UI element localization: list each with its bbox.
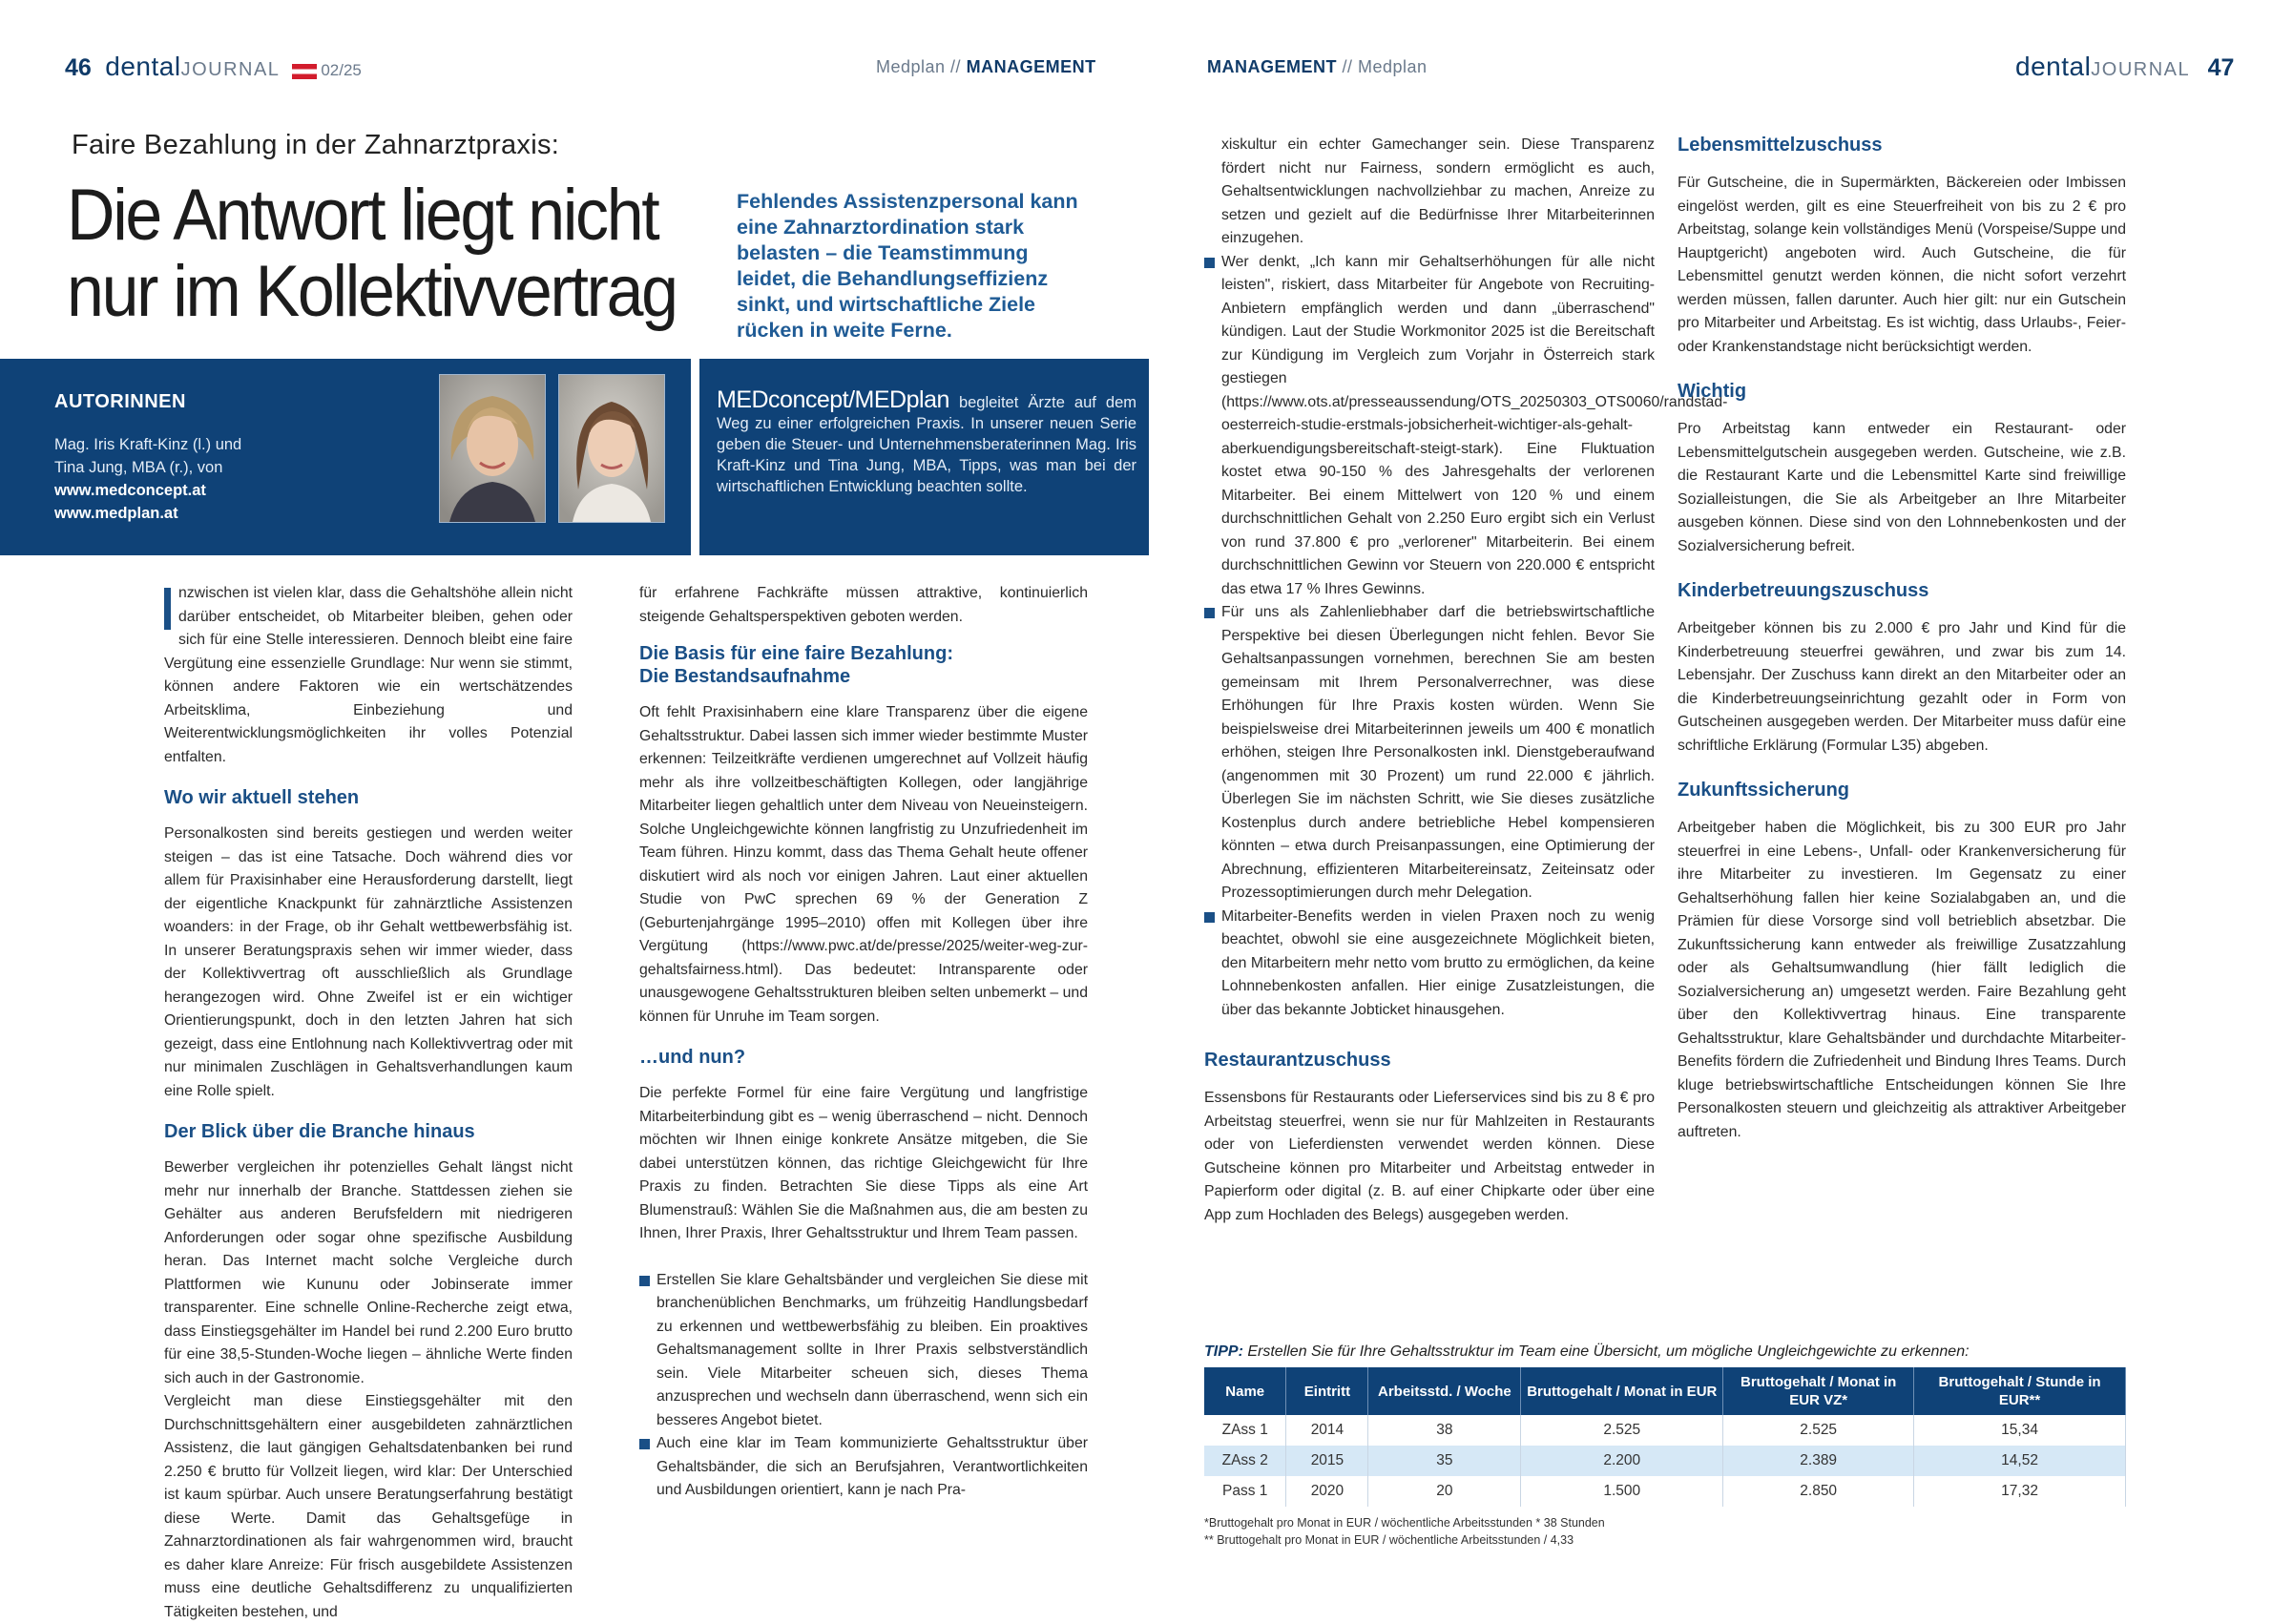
author-link-medplan[interactable]: www.medplan.at xyxy=(54,505,178,522)
bullet-item: Erstellen Sie klare Gehaltsbänder und vergleichen Sie diese mit branchenüblichen Benchmarks, um frühzeitig Handlungsbedarf zu erkennen und wettbewerbsfähig zu bleiben. Ein proaktives Gehaltsmanagement sollte in Ihrer Praxis selbstverständlich sein. Viele Mitarbeiter scheuen sich, dieses Thema anzusprechen und wechseln dann überraschend, wenn sich ein besseres Angebot bietet. xyxy=(639,1269,1088,1433)
author-photo-kraft-kinz xyxy=(439,374,546,523)
bullet-item: Auch eine klar im Team kommunizierte Gehaltsstruktur über Gehaltsbänder, die sich an Berufsjahren, Verantwortlichkeiten und Ausbildungen orientiert, kann je nach Pra- xyxy=(639,1432,1088,1503)
bullet-item: Wer denkt, „Ich kann mir Gehaltserhöhungen für alle nicht leisten", riskiert, dass Mitarbeiter für Angebote von Recruiting-Anbietern empfänglich werden und dann „überraschend" kündigen. Laut der Studie Workmonitor 2025 ist die Bereitschaft zur Kündigung im Vergleich zum Vorjahr in Österreich stark gestiegen (https://www.ots.at/presseaussendung/OTS_20250303_OTS0060/randstad-oesterreich-studie-erstmals-jobsicherheit-wichtiger-als-gehalt-aberkuendigungsbereitschaft-steigt-stark). Eine Fluktuation kostet etwa 90-150 % des Jahresgehalts der verlorenen Mitarbeiter. Bei einem Mittelwert von 120 % und einem durchschnittlichen Gehalt von 2.250 Euro ergibt sich ein Verlust von rund 37.800 € pro „verlorener" Mitarbeiterin. Bei einem durchschnittlichen Gewinn vor Steuern von 220.000 € entspricht das etwa 17 % Ihres Gewinns. xyxy=(1204,251,1655,602)
subheading: Wichtig xyxy=(1678,381,1747,402)
author-box xyxy=(0,359,691,555)
paragraph: Die perfekte Formel für eine faire Vergütung und langfristige Mitarbeiterbindung gibt es – wenig überraschend – nicht. Dennoch möchten wir Ihnen einige konkrete Ansätze mitgeben, die Sie dabei unterstützen können, das richtige Gleichgewicht für Ihre Praxis zu finden. Betrachten Sie diese Tipps als eine Art Blumenstrauß: Wählen Sie die Maßnahmen aus, die am besten zu Ihnen, Ihrer Praxis, Ihrer Gehaltsstruktur und Ihrem Team passen. xyxy=(639,1085,1088,1241)
subheading: Lebensmittelzuschuss xyxy=(1678,135,1883,156)
paragraph: Oft fehlt Praxisinhabern eine klare Transparenz über die eigene Gehaltsstruktur. Dabei lassen sich immer wieder bestimmte Muster erkennen: Teilzeitkräfte verdienen umgerechnet auf Vollzeit häufig mehr als ihre vollzeitbeschäftigten Kollegen, oder langjährige Mitarbeiter liegen gehaltlich unter dem Niveau von Neueinsteigern. Solche Ungleichgewichte können langfristig zu Unzufriedenheit im Team führen. Hinzu kommt, dass das Thema Gehalt heute offener diskutiert wird als noch vor einigen Jahren. Laut einer aktuellen Studie von PwC sprechen 69 % der Generation Z (Geburtenjahrgänge 1995–2010) offen mit Kollegen über ihre Vergütung (https://www.pwc.at/de/presse/2025/weiter-weg-zur-gehaltsfairness.html). Das bedeutet: Intransparente oder unausgewogene Gehaltsstrukturen bleiben selten unbemerkt – und können für Unruhe im Team sorgen. xyxy=(639,704,1088,1025)
page-number-left: 46 xyxy=(65,54,92,81)
table-row: ZAss 1 2014 38 2.525 2.525 15,34 xyxy=(1204,1415,2126,1446)
column-2 xyxy=(639,582,1088,1503)
subheading: Der Blick über die Branche hinaus xyxy=(164,1121,475,1142)
medconcept-brand: MEDconcept/MEDplan xyxy=(717,386,949,413)
header-eintritt: Eintritt xyxy=(1286,1367,1368,1415)
paragraph: Essensbons für Restaurants oder Lieferservices sind bis zu 8 € pro Arbeitstag steuerfrei, wenn sie nur für Mahlzeiten in Restaurants oder von Lieferdiensten verwendet werden können. Diese Gutscheine können pro Mitarbeiter und Arbeitstag entweder in Papierform oder digital (z. B. auf einer Chipkarte oder über eine App zum Hochladen des Belegs) ausgegeben werden. xyxy=(1204,1090,1655,1223)
tipp-caption: TIPP: Erstellen Sie für Ihre Gehaltsstruktur im Team eine Übersicht, um mögliche Ungleichgewichte zu erkennen: xyxy=(1204,1343,1970,1360)
header-name: Name xyxy=(1204,1367,1286,1415)
medconcept-text: begleitet Ärzte auf dem Weg zu einer erfolgreichen Praxis. In unserer neuen Serie geben die Steuer- und Unternehmensberaterinnen Mag. Iris Kraft-Kinz und Tina Jung, MBA, Tipps, was man bei der wirtschaftlichen Entwicklung beachten sollte. xyxy=(717,394,1136,495)
headline: Die Antwort liegt nicht nur im Kollektivvertrag xyxy=(67,175,677,332)
column-4 xyxy=(1678,134,2126,1144)
header-hours: Arbeitsstd. / Woche xyxy=(1368,1367,1521,1415)
author-link-medconcept[interactable]: www.medconcept.at xyxy=(54,482,206,499)
subheading: Die Basis für eine faire Bezahlung: Die Bestandsaufnahme xyxy=(639,643,953,687)
kicker: Faire Bezahlung in der Zahnarztpraxis: xyxy=(72,130,560,160)
paragraph: Arbeitgeber können bis zu 2.000 € pro Jahr und Kind für die Kinderbetreuung steuerfrei gewähren, und zwar bis zum 14. Lebensjahr. Der Zuschuss kann direkt an den Mitarbeiter oder an die Kinderbetreuungseinrichtung gezahlt oder in Form von Gutscheinen ausgegeben werden. Der Mitarbeiter muss dafür eine schriftliche Erklärung (Formular L35) abgeben. xyxy=(1678,620,2126,754)
intro-paragraph: nzwischen ist vielen klar, dass die Gehaltshöhe allein nicht darüber entscheidet, ob Mitarbeiter bleiben, gehen oder sich für eine Stelle interessieren. Dennoch bleibt eine faire Vergütung eine essenzielle Grundlage: Nur wenn sie stimmt, können andere Faktoren wie ein wertschätzendes Arbeitsklima, Einbeziehung und Weiterentwicklungsmöglichkeiten ihr volles Potenzial entfalten. xyxy=(164,585,573,765)
column-3 xyxy=(1204,134,1728,1227)
section-label-right: MANAGEMENT // Medplan xyxy=(1207,57,1428,76)
subheading: Restaurantzuschuss xyxy=(1204,1050,1391,1071)
paragraph: Arbeitgeber haben die Möglichkeit, bis zu 300 EUR pro Jahr steuerfrei in eine Lebens-, Unfall- oder Krankenversicherung für ihre Mitarbeiter zu investieren. Im Gegensatz zu einer Gehaltserhöhung fallen hier keine Sozialabgaben an, und die Prämien für diese Vorsorge sind voll betrieblich absetzbar. Die Zukunftssicherung kann entweder als freiwillige Zusatzzahlung oder als Gehaltsumwandlung (hier fällt lediglich die Sozialversicherung an) umgesetzt werden. Faire Bezahlung geht über den Kollektivvertrag hinaus. Eine transparente Gehaltsstruktur, klare Gehaltsbänder und durchdachte Mitarbeiter-Benefits fördern die Zufriedenheit und Bindung Ihres Teams. Durch kluge betriebswirtschaftliche Entscheidungen können Sie Ihre Personalkosten steuern und gleichzeitig als attraktiver Arbeitgeber auftreten. xyxy=(1678,820,2126,1140)
paragraph: Für Gutscheine, die in Supermärkten, Bäckereien oder Imbissen eingelöst werden, gilt es eine Steuerfreiheit von bis zu 2 € pro Arbeitstag, solange kein vollständiges Menü (Vorspeise/Suppe und Hauptgericht) angeboten wird. Auch Gutscheine, die für Lebensmittel genutzt werden können, die nicht sofort verzehrt werden müssen, fallen darunter. Auch hier gilt: nur ein Gutschein pro Mitarbeiter und Arbeitstag. Es ist wichtig, dass Urlaubs-, Feier- oder Krankenstandstage nicht berücksichtigt werden. xyxy=(1678,175,2126,355)
subheading: Kinderbetreuungszuschuss xyxy=(1678,580,1929,601)
author-photo-jung xyxy=(558,374,665,523)
column-1 xyxy=(164,582,573,1624)
salary-table xyxy=(1204,1367,2126,1507)
brand-logo-right: dentalJOURNAL xyxy=(2015,52,2191,81)
medconcept-box xyxy=(699,359,1149,555)
subheading: …und nun? xyxy=(639,1047,746,1068)
bullet-item: Für uns als Zahlenliebhaber darf die betriebswirtschaftliche Perspektive bei diesen Überlegungen nicht fehlen. Bevor Sie Gehaltsanpassungen vornehmen, berechnen Sie am besten gemeinsam mit Ihrem Personalverrechner, was diese Erhöhungen für Ihre Praxis kosten würden. Wenn Sie beispielsweise drei Mitarbeiterinnen jeweils um 400 € monatlich erhöhen, steigen Ihre Personalkosten inkl. Dienstgeberaufwand (angenommen mit 30 Prozent) um rund 22.000 € jährlich. Überlegen Sie im nächsten Schritt, wie Sie dieses zusätzliche Kostenplus durch andere betriebliche Hebel kompensieren könnten – etwa durch Preisanpassungen, eine Optimierung der Abrechnung, effizienteren Mitarbeitereinsatz, Zeiteinsatz oder Prozessoptimierungen durch mehr Delegation. xyxy=(1204,601,1655,906)
issue-date: 02/25 xyxy=(321,61,362,79)
author-names: Mag. Iris Kraft-Kinz (l.) und Tina Jung, MBA (r.), von www.medconcept.at www.medplan.at xyxy=(54,436,242,522)
section-label-left: Medplan // MANAGEMENT xyxy=(876,57,1096,76)
header-gross-hour: Bruttogehalt / Stunde in EUR** xyxy=(1914,1367,2126,1415)
austria-flag-icon xyxy=(292,64,317,79)
author-heading: AUTORINNEN xyxy=(54,391,186,412)
page-number-right: 47 xyxy=(2207,54,2235,81)
paragraph: Bewerber vergleichen ihr potenzielles Gehalt längst nicht mehr nur innerhalb der Branche. Stattdessen ziehen sie Gehälter aus anderen Berufsfeldern mit niedrigeren Anforderungen oder sogar ohne spezifische Ausbildung heran. Das Internet macht solche Vergleiche durch Plattformen wie Kununu oder Jobinserate immer transparenter. Eine schnelle Online-Recherche zeigt etwa, dass Einstiegsgehälter im Handel bei rund 2.200 Euro brutto für eine 38,5-Stunden-Woche liegen – ähnliche Werte finden sich auch in der Gastronomie. xyxy=(164,1159,573,1386)
subheading: Zukunftssicherung xyxy=(1678,780,1850,801)
brand-logo-left: dentalJOURNAL xyxy=(105,52,281,81)
paragraph: Vergleicht man diese Einstiegsgehälter mit den Durchschnittsgehältern einer ausgebildeten zahnärztlichen Assistenz, die laut gängigen Gehaltsdatenbanken bei rund 2.250 € brutto für Vollzeit liegen, wird klar: Der Unterschied ist kaum spürbar. Auch unsere Beratungserfahrung bestätigt diese Werte. Damit das Gehaltsgefüge in Zahnarztordinationen als fair wahrgenommen wird, braucht es daher klare Anreize: Für frisch ausgebildete Assistenzen muss eine deutliche Gehaltsdifferenz zu unqualifizierten Tätigkeiten bestehen, und xyxy=(164,1393,573,1620)
table-footnotes: *Bruttogehalt pro Monat in EUR / wöchentliche Arbeitsstunden * 38 Stunden ** Bruttogehalt pro Monat in EUR / wöchentliche Arbeitsstunden / 4,33 xyxy=(1204,1516,1605,1547)
left-header xyxy=(65,52,362,82)
dropcap-bar xyxy=(164,588,171,630)
paragraph: xiskultur ein echter Gamechanger sein. Diese Transparenz fördert nicht nur Fairness, sondern ermöglicht es auch, Gehaltsentwicklungen nachvollziehbar zu machen, Anreize zu setzen und gezielt auf die Bedürfnisse Ihrer Mitarbeiterinnen einzugehen. xyxy=(1221,136,1655,246)
table-header-row xyxy=(1204,1367,2126,1415)
subheading: Wo wir aktuell stehen xyxy=(164,787,360,808)
header-gross-month-vz: Bruttogehalt / Monat in EUR VZ* xyxy=(1723,1367,1914,1415)
salary-table-wrapper xyxy=(1204,1367,2126,1549)
table-row: Pass 1 2020 20 1.500 2.850 17,32 xyxy=(1204,1476,2126,1507)
paragraph: Personalkosten sind bereits gestiegen und werden weiter steigen – das ist eine Tatsache. Doch während dies vor allem für Praxisinhaber eine Herausforderung darstellt, liegt der eigentliche Knackpunkt für zahnärztliche Assistenzen woanders: in der Frage, ob ihr Gehalt wettbewerbsfähig ist. In unserer Beratungspraxis sehen wir immer wieder, dass der Kollektivvertrag oft ausschließlich als Grundlage herangezogen wird. Ohne Zweifel ist er ein wichtiger Orientierungspunkt, doch in den letzten Jahren hat sich gezeigt, dass eine Entlohnung nach Kollektivvertrag oder mit nur minimalen Zuschlägen in Gehaltsverhandlungen kaum eine Rolle spielt. xyxy=(164,825,573,1099)
right-header xyxy=(2015,52,2234,82)
bullet-item: Mitarbeiter-Benefits werden in vielen Praxen noch zu wenig beachtet, obwohl sie eine ausgezeichnete Möglichkeit bieten, den Mitarbeitern mehr netto vom brutto zu ermöglichen, da keine Lohnnebenkosten anfallen. Hier einige Zusatzleistungen, die über das bekannte Jobticket hinausgehen. xyxy=(1204,906,1655,1023)
table-row: ZAss 2 2015 35 2.200 2.389 14,52 xyxy=(1204,1446,2126,1476)
header-gross-month: Bruttogehalt / Monat in EUR xyxy=(1521,1367,1723,1415)
paragraph: Pro Arbeitstag kann entweder ein Restaurant- oder Lebensmittelgutschein ausgegeben werden. Gutscheine, wie z.B. die Restaurant Karte und die Lebensmittel Karte sind freiwillige Sozialleistungen, die Sie als Arbeitgeber an Ihre Mitarbeiter ausgeben können. Diese sind von den Lohnnebenkosten und der Sozialversicherung befreit. xyxy=(1678,421,2126,554)
lead-text: Fehlendes Assistenzpersonal kann eine Zahnarztordination stark belasten – die Teamstimmung leidet, die Behandlungseffizienz sinkt, und wirtschaftliche Ziele rücken in weite Ferne. xyxy=(737,190,1078,342)
paragraph: für erfahrene Fachkräfte müssen attraktive, kontinuierlich steigende Gehaltsperspektiven geboten werden. xyxy=(639,585,1088,625)
